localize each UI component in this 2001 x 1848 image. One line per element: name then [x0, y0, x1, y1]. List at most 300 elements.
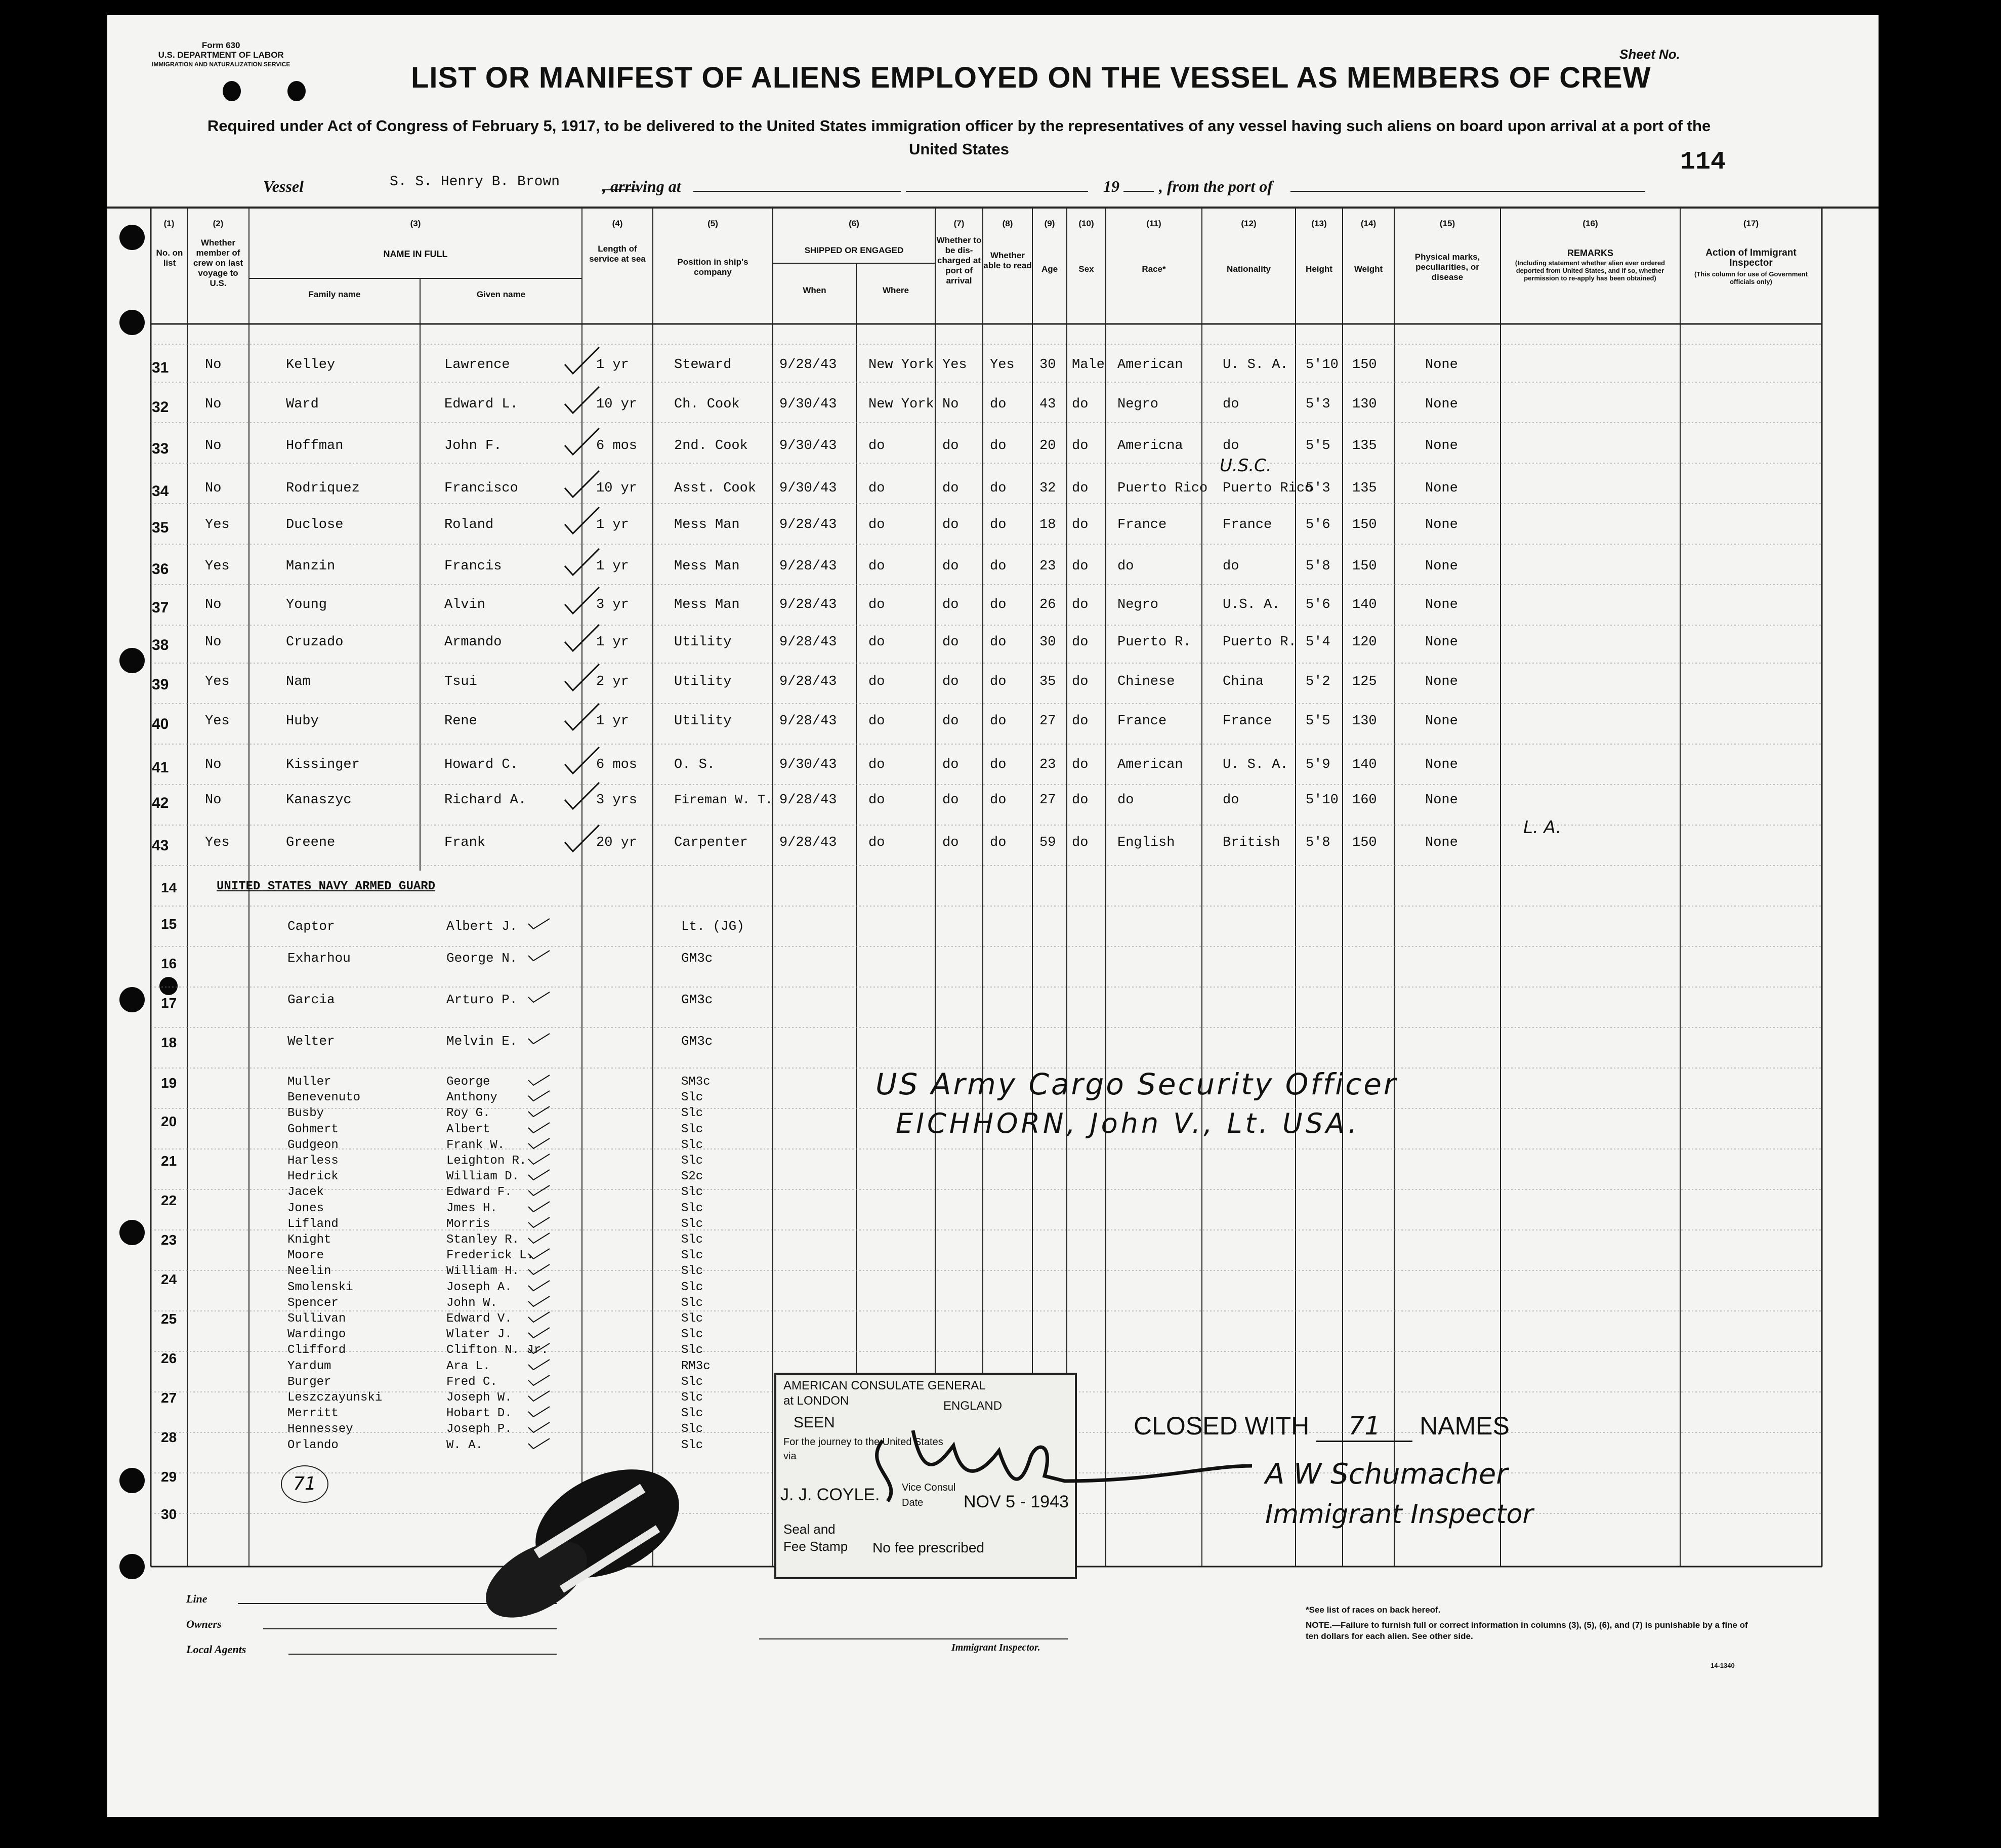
- row-number: 42: [152, 795, 169, 811]
- cell-read: do: [990, 674, 1007, 689]
- cell-when: 9/30/43: [779, 438, 837, 454]
- checkmark-icon: [526, 1389, 552, 1404]
- checkmark-icon: [526, 1200, 552, 1215]
- checkmark-icon: [562, 623, 602, 653]
- vessel-label: Vessel: [263, 177, 304, 195]
- cell-nationality: do: [1223, 793, 1239, 808]
- cell-family: Duclose: [286, 517, 344, 532]
- checkmark-icon: [526, 1341, 552, 1357]
- cell-sex: do: [1072, 397, 1089, 412]
- col-header-inspector: Action of Immigrant Inspector: [1705, 248, 1797, 268]
- page-subtitle: Required under Act of Congress of February 5, 1917, to be delivered to the United States immigration officer by the representatives of any vessel having such aliens on board upon arrival at a port of the United States: [207, 117, 1711, 158]
- navy-given: Ara L.: [446, 1359, 490, 1373]
- navy-given: Edward F.: [446, 1185, 512, 1200]
- cell-weight: 160: [1352, 793, 1377, 808]
- cell-race: Americna: [1117, 438, 1183, 454]
- navy-given: Morris: [446, 1217, 490, 1231]
- cell-where: New York: [868, 397, 934, 412]
- cell-nationality: U.S. A.: [1223, 597, 1280, 612]
- col-header-age: Age: [1041, 264, 1058, 274]
- cell-sex: do: [1072, 481, 1089, 496]
- cell-height: 5'10: [1306, 793, 1339, 808]
- stamp-date: NOV 5 - 1943: [964, 1492, 1069, 1511]
- navy-given: John W.: [446, 1296, 497, 1310]
- cell-race: France: [1117, 517, 1167, 532]
- cell-where: do: [868, 438, 885, 454]
- cell-position: Utility: [674, 635, 732, 650]
- cell-nationality: do: [1223, 438, 1239, 454]
- cell-weight: 125: [1352, 674, 1377, 689]
- cell-nationality: do: [1223, 559, 1239, 574]
- cell-service: 1 yr: [596, 517, 629, 532]
- checkmark-icon: [526, 1136, 552, 1152]
- navy-rank: Slc: [681, 1201, 703, 1215]
- cell-marks: None: [1425, 714, 1458, 729]
- cell-discharged: do: [942, 438, 959, 454]
- checkmark-icon: [562, 781, 602, 811]
- cell-sex: do: [1072, 757, 1089, 772]
- checkmark-icon: [526, 1373, 552, 1388]
- navy-family: Orlando: [287, 1438, 339, 1452]
- cell-sex: Male: [1072, 357, 1105, 373]
- cell-read: do: [990, 757, 1007, 772]
- navy-family: Jones: [287, 1201, 324, 1215]
- stamp-consul-title: Vice Consul: [902, 1482, 956, 1493]
- checkmark-icon: [526, 1436, 552, 1452]
- cell-race: Negro: [1117, 597, 1159, 612]
- cell-given: Alvin: [444, 597, 486, 612]
- cell-age: 43: [1039, 397, 1056, 412]
- cell-last: Yes: [205, 517, 230, 532]
- cell-height: 5'6: [1306, 517, 1330, 532]
- cell-discharged: do: [942, 835, 959, 850]
- cell-given: Edward L.: [444, 397, 518, 412]
- row-number: 32: [152, 399, 169, 416]
- col-num: (13): [1311, 219, 1327, 228]
- stamp-journey: For the journey to the United States: [783, 1436, 943, 1448]
- navy-rank: Slc: [681, 1233, 703, 1247]
- cell-sex: do: [1072, 438, 1089, 454]
- col-num: (16): [1582, 219, 1598, 228]
- navy-family: Spencer: [287, 1296, 339, 1310]
- cell-where: do: [868, 517, 885, 532]
- checkmark-icon: [526, 1152, 552, 1167]
- navy-row-number: 14: [161, 880, 177, 895]
- cell-age: 30: [1039, 357, 1056, 373]
- cell-discharged: do: [942, 757, 959, 772]
- cell-where: do: [868, 793, 885, 808]
- cell-age: 18: [1039, 517, 1056, 532]
- navy-row-number: 23: [161, 1232, 177, 1248]
- cell-sex: do: [1072, 635, 1089, 650]
- cell-nationality: China: [1223, 674, 1264, 689]
- cell-discharged: do: [942, 517, 959, 532]
- navy-family: Leszczayunski: [287, 1391, 383, 1405]
- navy-row-number: 20: [161, 1114, 177, 1129]
- navy-rank: Slc: [681, 1249, 703, 1263]
- cell-marks: None: [1425, 559, 1458, 574]
- cell-marks: None: [1425, 357, 1458, 373]
- cell-sex: do: [1072, 714, 1089, 729]
- navy-row-number: 15: [161, 916, 177, 932]
- cell-position: Utility: [674, 714, 732, 729]
- navy-rank: Slc: [681, 1296, 703, 1310]
- cell-race: American: [1117, 757, 1183, 772]
- cell-service: 6 mos: [596, 757, 638, 772]
- navy-family: Knight: [287, 1233, 331, 1247]
- cell-weight: 150: [1352, 357, 1377, 373]
- cell-nationality: Puerto Rico: [1223, 481, 1313, 496]
- cell-height: 5'8: [1306, 559, 1330, 574]
- footer-races-note: *See list of races on back hereof.: [1306, 1605, 1441, 1615]
- cell-read: do: [990, 559, 1007, 574]
- checkmark-icon: [526, 990, 552, 1005]
- navy-row-number: 19: [161, 1075, 177, 1091]
- col-num: (14): [1360, 219, 1377, 228]
- navy-given: George: [446, 1075, 490, 1089]
- form-number: [152, 40, 290, 69]
- row-number: 31: [152, 359, 169, 376]
- cell-race: Negro: [1117, 397, 1159, 412]
- cell-family: Manzin: [286, 559, 336, 574]
- navy-rank: Slc: [681, 1154, 703, 1168]
- navy-given: Joseph W.: [446, 1391, 512, 1405]
- col-header-shipped: SHIPPED OR ENGAGED: [804, 245, 904, 255]
- navy-rank: Slc: [681, 1185, 703, 1200]
- col-header-read: Whether able to read: [983, 251, 1032, 270]
- navy-rank: Slc: [681, 1264, 703, 1279]
- cell-marks: None: [1425, 517, 1458, 532]
- cell-read: do: [990, 793, 1007, 808]
- navy-given: Frederick L.: [446, 1249, 534, 1263]
- cell-race: English: [1117, 835, 1175, 850]
- cell-last: No: [205, 397, 222, 412]
- navy-given: William H.: [446, 1264, 520, 1279]
- cell-age: 23: [1039, 559, 1056, 574]
- cell-sex: do: [1072, 793, 1089, 808]
- cell-position: Mess Man: [674, 517, 740, 532]
- col-num: (1): [163, 219, 175, 228]
- navy-given: Albert J.: [446, 919, 518, 934]
- checkmark-icon: [562, 702, 602, 732]
- cell-discharged: do: [942, 635, 959, 650]
- navy-family: Welter: [287, 1034, 335, 1049]
- row-number: 38: [152, 637, 169, 653]
- cell-service: 1 yr: [596, 635, 629, 650]
- cell-position: Utility: [674, 674, 732, 689]
- cell-family: Hoffman: [286, 438, 344, 454]
- cell-marks: None: [1425, 481, 1458, 496]
- footer-note: NOTE.—Failure to furnish full or correct information in columns (3), (5), (6), and (7) is punishable by a fine of ten dollars for each alien. See other side.: [1306, 1620, 1748, 1641]
- footer-inspector-label: Immigrant Inspector.: [951, 1642, 1040, 1653]
- navy-row-number: 22: [161, 1193, 177, 1208]
- cell-family: Nam: [286, 674, 311, 689]
- army-officer-line1: US Army Cargo Security Officer: [876, 1067, 1398, 1101]
- checkmark-icon: [562, 547, 602, 577]
- sheet-number-label: Sheet No.: [1619, 47, 1680, 62]
- cell-last: Yes: [205, 674, 230, 689]
- col-header-name: NAME IN FULL: [383, 249, 448, 259]
- cell-when: 9/28/43: [779, 674, 837, 689]
- navy-family: Gohmert: [287, 1122, 339, 1136]
- navy-rank: GM3c: [681, 1034, 713, 1049]
- checkmark-icon: [562, 385, 602, 415]
- navy-family: Garcia: [287, 992, 335, 1007]
- cell-weight: 130: [1352, 397, 1377, 412]
- checkmark-icon: [526, 1279, 552, 1294]
- cell-given: Rene: [444, 714, 477, 729]
- cell-service: 2 yr: [596, 674, 629, 689]
- cell-height: 5'2: [1306, 674, 1330, 689]
- cell-where: do: [868, 835, 885, 850]
- navy-family: Harless: [287, 1154, 339, 1168]
- col-num: (7): [953, 219, 965, 228]
- navy-given: Frank W.: [446, 1138, 505, 1152]
- cell-where: New York: [868, 357, 934, 373]
- cell-last: Yes: [205, 714, 230, 729]
- cell-when: 9/28/43: [779, 357, 837, 373]
- col-header-last-voyage: Whether member of crew on last voyage to U.S.: [193, 238, 243, 288]
- arriving-label: , arriving at: [602, 177, 681, 195]
- form-number-text: Form 630: [201, 40, 240, 50]
- row-number: 36: [152, 561, 169, 578]
- navy-given: Hobart D.: [446, 1407, 512, 1421]
- cell-nationality: do: [1223, 397, 1239, 412]
- cell-where: do: [868, 635, 885, 650]
- cell-marks: None: [1425, 597, 1458, 612]
- cell-service: 1 yr: [596, 559, 629, 574]
- navy-given: Edward V.: [446, 1312, 512, 1326]
- col-header-remarks-note: (Including statement whether alien ever ordered deported from United States, and if so, whether permission to re-apply has been obtained): [1515, 259, 1665, 282]
- row-number: 41: [152, 759, 169, 776]
- navy-row-number: 26: [161, 1350, 177, 1366]
- col-header-inspector-note: (This column for use of Government officials only): [1694, 270, 1808, 285]
- page-title: LIST OR MANIFEST OF ALIENS EMPLOYED ON THE VESSEL AS MEMBERS OF CREW: [411, 61, 1651, 94]
- col-header-weight: Weight: [1354, 264, 1383, 274]
- cell-discharged: do: [942, 597, 959, 612]
- checkmark-icon: [562, 662, 602, 692]
- navy-family: Exharhou: [287, 951, 351, 966]
- cell-family: Kelley: [286, 357, 336, 373]
- checkmark-icon: [526, 1168, 552, 1183]
- cell-last: Yes: [205, 559, 230, 574]
- navy-family: Benevenuto: [287, 1091, 361, 1105]
- cell-service: 1 yr: [596, 714, 629, 729]
- navy-rank: Slc: [681, 1391, 703, 1405]
- navy-rank: SM3c: [681, 1075, 711, 1089]
- cell-last: No: [205, 635, 222, 650]
- navy-family: Hennessey: [287, 1422, 353, 1436]
- cell-where: do: [868, 559, 885, 574]
- col-header-service: Length of service at sea: [589, 244, 646, 264]
- navy-row-number: 24: [161, 1271, 177, 1287]
- cell-sex: do: [1072, 674, 1089, 689]
- cell-when: 9/30/43: [779, 397, 837, 412]
- col-num: (5): [707, 219, 718, 228]
- checkmark-icon: [526, 949, 552, 964]
- navy-family: Neelin: [287, 1264, 331, 1279]
- navy-family: Merritt: [287, 1407, 339, 1421]
- cell-where: do: [868, 597, 885, 612]
- cell-where: do: [868, 481, 885, 496]
- navy-heading: UNITED STATES NAVY ARMED GUARD: [217, 880, 436, 893]
- cell-age: 23: [1039, 757, 1056, 772]
- cell-race: Chinese: [1117, 674, 1175, 689]
- cell-sex: do: [1072, 559, 1089, 574]
- cell-discharged: do: [942, 674, 959, 689]
- navy-given: Jmes H.: [446, 1201, 497, 1215]
- navy-rank: Slc: [681, 1280, 703, 1294]
- col-header-when: When: [803, 285, 826, 295]
- cell-weight: 130: [1352, 714, 1377, 729]
- row-number: 37: [152, 599, 169, 616]
- cell-read: do: [990, 714, 1007, 729]
- cell-age: 30: [1039, 635, 1056, 650]
- navy-family: Yardum: [287, 1359, 331, 1373]
- checkmark-icon: [562, 745, 602, 775]
- stamp-line3: ENGLAND: [943, 1399, 1003, 1413]
- navy-row-number: 25: [161, 1311, 177, 1327]
- cell-position: Mess Man: [674, 597, 740, 612]
- navy-row-number: 30: [161, 1506, 177, 1522]
- checkmark-icon: [526, 1231, 552, 1246]
- cell-discharged: Yes: [942, 357, 967, 373]
- consulate-stamp: [774, 1373, 1077, 1579]
- navy-family: Hedrick: [287, 1170, 339, 1184]
- col-num: (17): [1743, 219, 1759, 228]
- cell-discharged: do: [942, 559, 959, 574]
- navy-rank: Slc: [681, 1407, 703, 1421]
- checkmark-icon: [526, 1104, 552, 1120]
- navy-given: George N.: [446, 951, 518, 966]
- cell-height: 5'6: [1306, 597, 1330, 612]
- navy-given: Leighton R.: [446, 1154, 527, 1168]
- cell-given: Frank: [444, 835, 486, 850]
- cell-weight: 135: [1352, 438, 1377, 454]
- cell-marks: None: [1425, 835, 1458, 850]
- row-number: 35: [152, 519, 169, 536]
- consul-signature: [852, 1410, 1267, 1516]
- cell-height: 5'8: [1306, 835, 1330, 850]
- cell-discharged: No: [942, 397, 959, 412]
- row-number: 33: [152, 440, 169, 457]
- navy-given: Albert: [446, 1122, 490, 1136]
- col-num: (11): [1146, 219, 1161, 228]
- navy-rank: Slc: [681, 1328, 703, 1342]
- navy-family: Jacek: [287, 1185, 324, 1200]
- cell-given: Francis: [444, 559, 502, 574]
- footer-owners-label: Owners: [186, 1618, 222, 1630]
- col-num: (9): [1044, 219, 1055, 228]
- cell-age: 35: [1039, 674, 1056, 689]
- navy-rank: Slc: [681, 1122, 703, 1136]
- army-officer-line2: EICHHORN, John V., Lt. USA.: [896, 1107, 1360, 1139]
- cell-given: Howard C.: [444, 757, 518, 772]
- cell-weight: 140: [1352, 597, 1377, 612]
- stamp-via: via: [783, 1451, 797, 1462]
- cell-when: 9/28/43: [779, 517, 837, 532]
- cell-last: No: [205, 438, 222, 454]
- inspector-signature: A W Schumacher: [1265, 1458, 1508, 1491]
- cell-given: Roland: [444, 517, 494, 532]
- cell-height: 5'10: [1306, 357, 1339, 373]
- cell-position: 2nd. Cook: [674, 438, 748, 454]
- cell-nationality: U. S. A.: [1223, 357, 1288, 373]
- year-label: 19: [1103, 177, 1119, 195]
- navy-row-number: 17: [161, 995, 177, 1011]
- remarks-la: L. A.: [1523, 817, 1562, 838]
- checkmark-icon: [562, 426, 602, 457]
- checkmark-icon: [562, 505, 602, 536]
- navy-rank: Slc: [681, 1375, 703, 1389]
- row-number: 40: [152, 716, 169, 732]
- cell-when: 9/30/43: [779, 481, 837, 496]
- cell-race: Puerto R.: [1117, 635, 1191, 650]
- cell-height: 5'5: [1306, 714, 1330, 729]
- stamp-seal-label: Seal and Fee Stamp: [783, 1522, 848, 1554]
- navy-given: William D.: [446, 1170, 520, 1184]
- cell-weight: 140: [1352, 757, 1377, 772]
- stamp-fee: No fee prescribed: [872, 1540, 985, 1555]
- navy-family: Burger: [287, 1375, 331, 1389]
- row-number: 34: [152, 483, 169, 500]
- cell-position: Steward: [674, 357, 732, 373]
- checkmark-icon: [526, 1420, 552, 1435]
- col-header-sex: Sex: [1078, 264, 1094, 274]
- page-number: 114: [1680, 148, 1726, 177]
- col-num: (2): [213, 219, 224, 228]
- navy-rank: Slc: [681, 1217, 703, 1231]
- cell-given: Lawrence: [444, 357, 510, 373]
- col-num: (10): [1078, 219, 1094, 228]
- vessel-name: S. S. Henry B. Brown: [390, 174, 560, 190]
- navy-rank: Slc: [681, 1312, 703, 1326]
- col-header-given: Given name: [476, 290, 526, 299]
- cell-given: Armando: [444, 635, 502, 650]
- cell-discharged: do: [942, 481, 959, 496]
- navy-row-number: 18: [161, 1035, 177, 1050]
- cell-age: 59: [1039, 835, 1056, 850]
- cell-nationality: France: [1223, 714, 1272, 729]
- cell-family: Young: [286, 597, 327, 612]
- cell-when: 9/28/43: [779, 835, 837, 850]
- cell-weight: 150: [1352, 517, 1377, 532]
- checkmark-icon: [526, 1358, 552, 1373]
- cell-position: Mess Man: [674, 559, 740, 574]
- checkmark-icon: [526, 1405, 552, 1420]
- checkmark-icon: [526, 917, 552, 932]
- cell-discharged: do: [942, 714, 959, 729]
- navy-family: Captor: [287, 919, 335, 934]
- col-num: (3): [410, 219, 421, 228]
- cell-position: O. S.: [674, 757, 716, 772]
- navy-given: Roy G.: [446, 1106, 490, 1121]
- cell-service: 20 yr: [596, 835, 638, 850]
- cell-when: 9/28/43: [779, 559, 837, 574]
- navy-row-number: 21: [161, 1153, 177, 1169]
- cell-read: do: [990, 397, 1007, 412]
- cell-height: 5'4: [1306, 635, 1330, 650]
- cell-read: do: [990, 835, 1007, 850]
- checkmark-icon: [526, 1247, 552, 1262]
- navy-family: Clifford: [287, 1343, 346, 1358]
- cell-when: 9/28/43: [779, 714, 837, 729]
- cell-when: 9/28/43: [779, 597, 837, 612]
- checkmark-icon: [526, 1326, 552, 1341]
- row-number: 39: [152, 676, 169, 693]
- col-header-height: Height: [1306, 264, 1332, 274]
- cell-service: 10 yr: [596, 481, 638, 496]
